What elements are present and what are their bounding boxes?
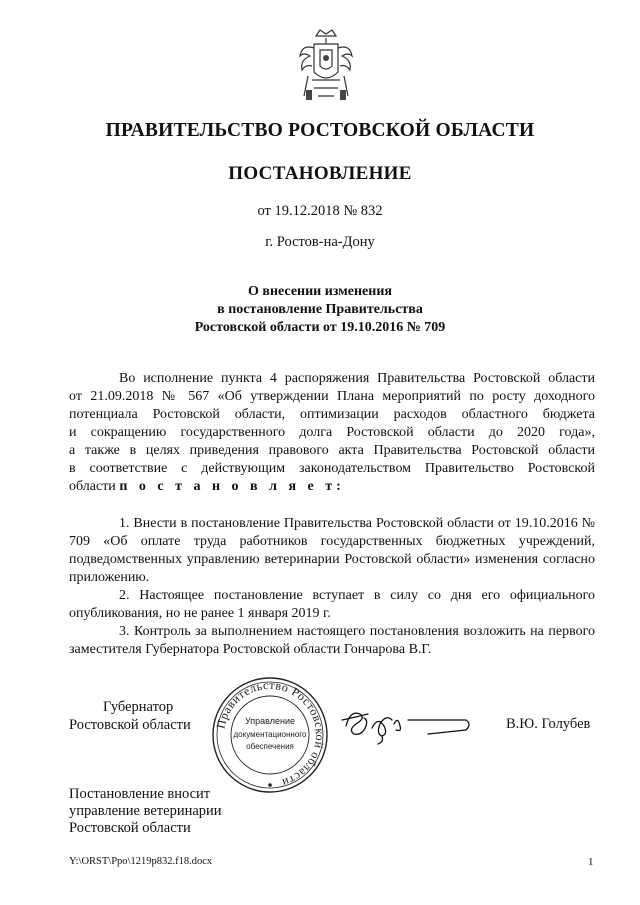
decree-item: 3. Контроль за выполнением настоящего постановления возложить на первого заместителя Губернатора Ростовской области Гончарова В.Г. (69, 624, 595, 657)
preamble-last-line (69, 478, 595, 496)
stamp-inner-line: документационного (233, 730, 307, 739)
submitter-line: управление ветеринарии (69, 803, 222, 819)
signatory-title-line: Губернатор (103, 699, 174, 715)
decree-word: п о с т а н о в л я е т: (119, 479, 345, 494)
stamp-inner-line: обеспечения (246, 742, 294, 751)
signatory-title-line: Ростовской области (69, 717, 191, 733)
page-number: 1 (588, 856, 594, 868)
stamp-inner-line: Управление (244, 716, 296, 726)
preamble-line: и сокращению государственного долга Ростовской области до 2020 года», (69, 425, 595, 440)
submitter-note (69, 786, 222, 837)
decree-item: 2. Настоящее постановление вступает в силу со дня его официального опубликования, но не ранее 1 января 2019 г. (69, 588, 595, 621)
submitter-line: Ростовской области (69, 820, 191, 836)
preamble-line: в соответствие с действующим законодательством Правительство Ростовской (69, 461, 595, 476)
document-subject (0, 283, 640, 337)
document-type: ПОСТАНОВЛЕНИЕ (228, 163, 412, 184)
official-stamp (204, 675, 336, 795)
preamble-last-prefix: области (69, 479, 120, 494)
date-number: от 19.12.2018 № 832 (257, 203, 383, 219)
coat-of-arms-icon (294, 26, 358, 106)
signatory-title (69, 698, 191, 734)
stamp-ring-text: Правительство Ростовской области (213, 677, 328, 791)
subject-line: Ростовской области от 19.10.2016 № 709 (194, 320, 446, 335)
city: г. Ростов-на-Дону (265, 234, 375, 250)
signer-name: В.Ю. Голубев (506, 716, 591, 732)
subject-line: О внесении изменения (248, 284, 392, 299)
footer-file-path: Y:\ORST\Ppo\1219p832.f18.docx (69, 856, 213, 867)
decree-items (69, 515, 595, 659)
preamble-line: а также в целях приведения правового акта Правительства Ростовской области (69, 443, 595, 458)
preamble-line: Во исполнение пункта 4 распоряжения Правительства Ростовской области (119, 371, 595, 386)
handwritten-signature (338, 700, 470, 748)
preamble-line: от 21.09.2018 № 567 «Об утверждении Плана мероприятий по росту доходного (69, 389, 595, 404)
decree-item: 1. Внести в постановление Правительства Ростовской области от 19.10.2016 № 709 «Об оплате труда работников государственных бюджетных учреждений, подведомственных управлению ветеринарии Ростовской области» изменения согласно приложению. (69, 516, 595, 585)
preamble (69, 370, 595, 496)
submitter-line: Постановление вносит (69, 786, 211, 802)
subject-line: в постановление Правительства (217, 302, 423, 317)
preamble-line: потенциала Ростовской области, оптимизации расходов областного бюджета (69, 407, 595, 422)
government-title: ПРАВИТЕЛЬСТВО РОСТОВСКОЙ ОБЛАСТИ (105, 120, 535, 141)
